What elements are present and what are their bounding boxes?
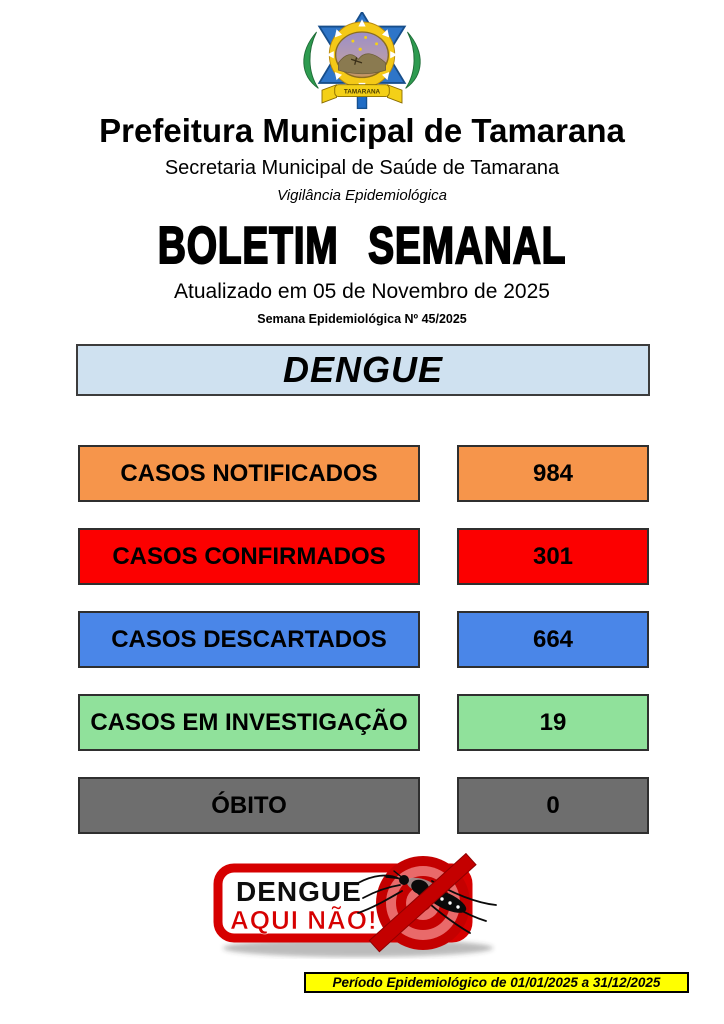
stamp-line1: DENGUE: [236, 876, 362, 907]
logo-banner-text: TAMARANA: [343, 88, 381, 96]
period-bar: Período Epidemiológico de 01/01/2025 a 31/12/2025: [304, 972, 689, 993]
stamp-line2: AQUI NÃO!: [230, 905, 378, 935]
row-value-investigacao: 19: [457, 694, 649, 751]
department-label: Vigilância Epidemiológica: [277, 187, 447, 204]
dengue-aqui-nao-stamp: [208, 853, 508, 963]
row-label-obito: ÓBITO: [78, 777, 420, 834]
row-label-investigacao: CASOS EM INVESTIGAÇÃO: [78, 694, 420, 751]
updated-date: Atualizado em 05 de Novembro de 2025: [174, 280, 550, 303]
row-label-confirmados: CASOS CONFIRMADOS: [78, 528, 420, 585]
epidemiological-week: Semana Epidemiológica Nº 45/2025: [257, 312, 467, 326]
row-label-notificados: CASOS NOTIFICADOS: [78, 445, 420, 502]
row-value-obito: 0: [457, 777, 649, 834]
disease-banner: DENGUE: [76, 344, 650, 396]
row-value-descartados: 664: [457, 611, 649, 668]
tamarana-coat-of-arms: [282, 12, 442, 112]
bulletin-title: BOLETIM SEMANAL: [157, 217, 567, 275]
logo-branch-right: [406, 32, 421, 88]
row-value-notificados: 984: [457, 445, 649, 502]
row-value-confirmados: 301: [457, 528, 649, 585]
row-label-descartados: CASOS DESCARTADOS: [78, 611, 420, 668]
page-subtitle: Secretaria Municipal de Saúde de Tamarana: [164, 157, 560, 179]
logo-branch-left: [304, 32, 319, 88]
page-title: Prefeitura Municipal de Tamarana: [99, 112, 625, 149]
